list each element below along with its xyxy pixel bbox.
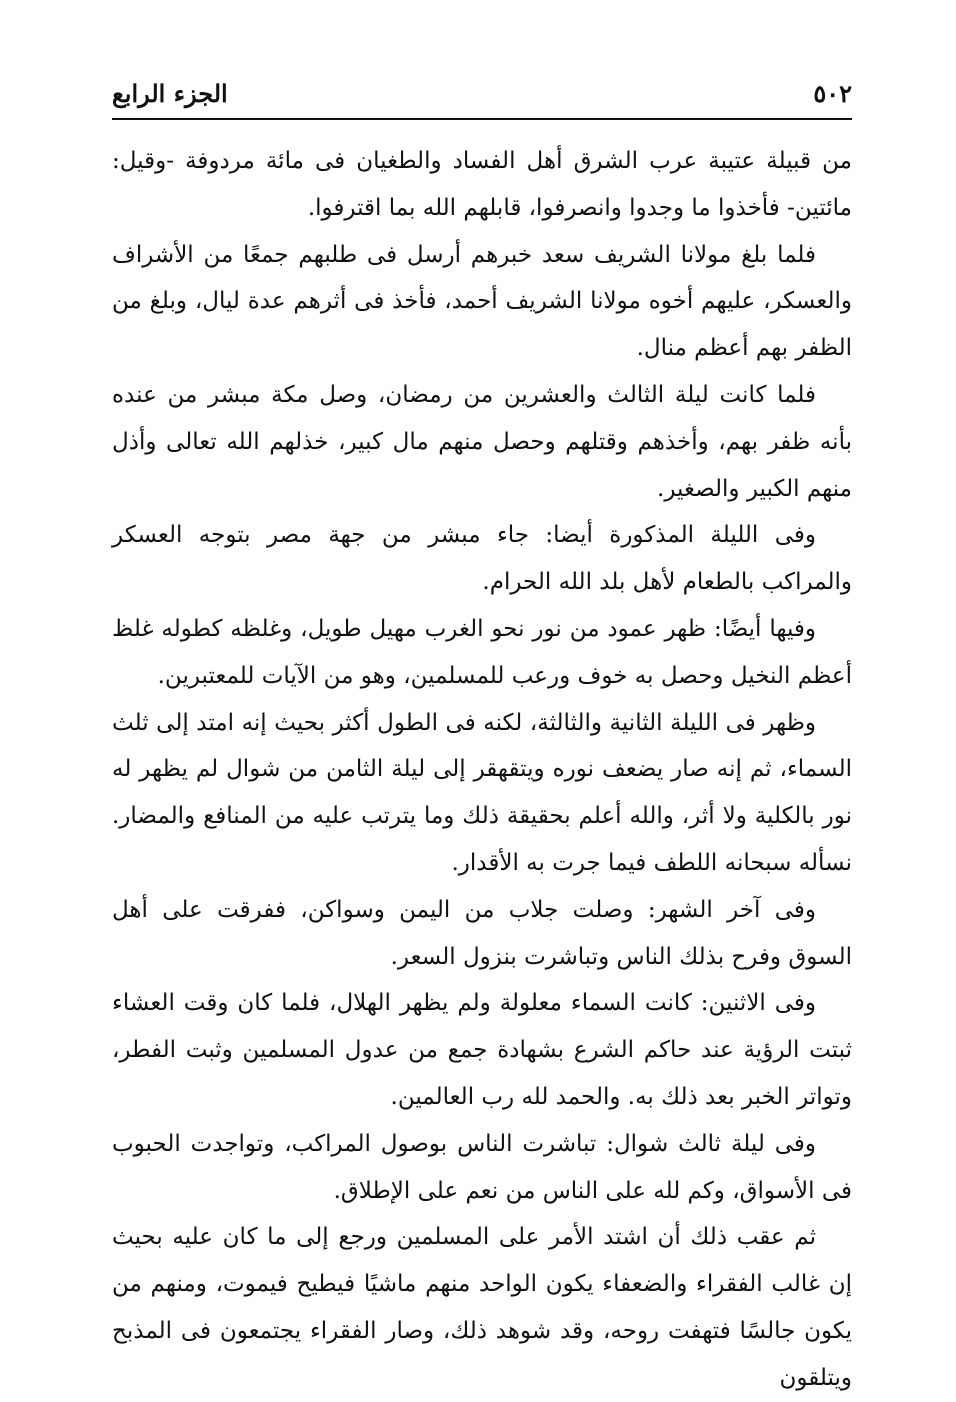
paragraph: وفى ليلة ثالث شوال: تباشرت الناس بوصول المراكب، وتواجدت الحبوب فى الأسواق، وكم لله على الناس من نعم على الإطلاق.: [112, 1130, 852, 1204]
paragraph: وفى آخر الشهر: وصلت جلاب من اليمن وسواكن، ففرقت على أهل السوق وفرح بذلك الناس وتباشرت بنزول السعر.: [112, 896, 852, 970]
paragraph: وفى الليلة المذكورة أيضا: جاء مبشر من جهة مصر بتوجه العسكر والمراكب بالطعام لأهل بلد الله الحرام.: [112, 522, 852, 596]
paragraph: فلما كانت ليلة الثالث والعشرين من رمضان، وصل مكة مبشر من عنده بأنه ظفر بهم، وأخذهم وقتلهم وحصل منهم مال كبير، خذلهم الله تعالى وأذل منهم الكبير والصغير.: [112, 381, 852, 502]
paragraph: ثم عقب ذلك أن اشتد الأمر على المسلمين ورجع إلى ما كان عليه بحيث إن غالب الفقراء والضعفاء يكون الواحد منهم ماشيًا فيطيح فيموت، ومنهم من يكون جالسًا فتهفت روحه، وقد شوهد ذلك، وصار الفقراء يجتمعون فى المذبح ويتلقون: [112, 1224, 852, 1391]
page-header: [112, 76, 852, 120]
page-number: ٥٠٢: [813, 79, 852, 108]
paragraph: وظهر فى الليلة الثانية والثالثة، لكنه فى الطول أكثر بحيث إنه امتد إلى ثلث السماء، ثم إنه صار يضعف نوره ويتقهقر إلى ليلة الثامن من شوال لم يظهر له نور بالكلية ولا أثر، والله أعلم بحقيقة ذلك وما يترتب عليه من المنافع والمضار. نسأله سبحانه اللطف فيما جرت به الأقدار.: [112, 709, 852, 876]
paragraph: فلما بلغ مولانا الشريف سعد خبرهم أرسل فى طلبهم جمعًا من الأشراف والعسكر، عليهم أخوه مولانا الشريف أحمد، فأخذ فى أثرهم عدة ليال، وبلغ من الظفر بهم أعظم منال.: [112, 241, 852, 362]
paragraph: وفى الاثنين: كانت السماء معلولة ولم يظهر الهلال، فلما كان وقت العشاء ثبتت الرؤية عند حاكم الشرع بشهادة جمع من عدول المسلمين وثبت الفطر، وتواتر الخبر بعد ذلك به. والحمد لله رب العالمين.: [112, 990, 852, 1110]
page-body: [112, 138, 852, 1402]
part-title: الجزء الرابع: [112, 79, 228, 108]
paragraph: وفيها أيضًا: ظهر عمود من نور نحو الغرب مهيل طويل، وغلظه كطوله غلظ أعظم النخيل وحصل به خوف ورعب للمسلمين، وهو من الآيات للمعتبرين.: [112, 615, 852, 689]
paragraph: من قبيلة عتيبة عرب الشرق أهل الفساد والطغيان فى مائة مردوفة -وقيل: مائتين- فأخذوا ما وجدوا وانصرفوا، قابلهم الله بما اقترفوا.: [112, 148, 852, 221]
